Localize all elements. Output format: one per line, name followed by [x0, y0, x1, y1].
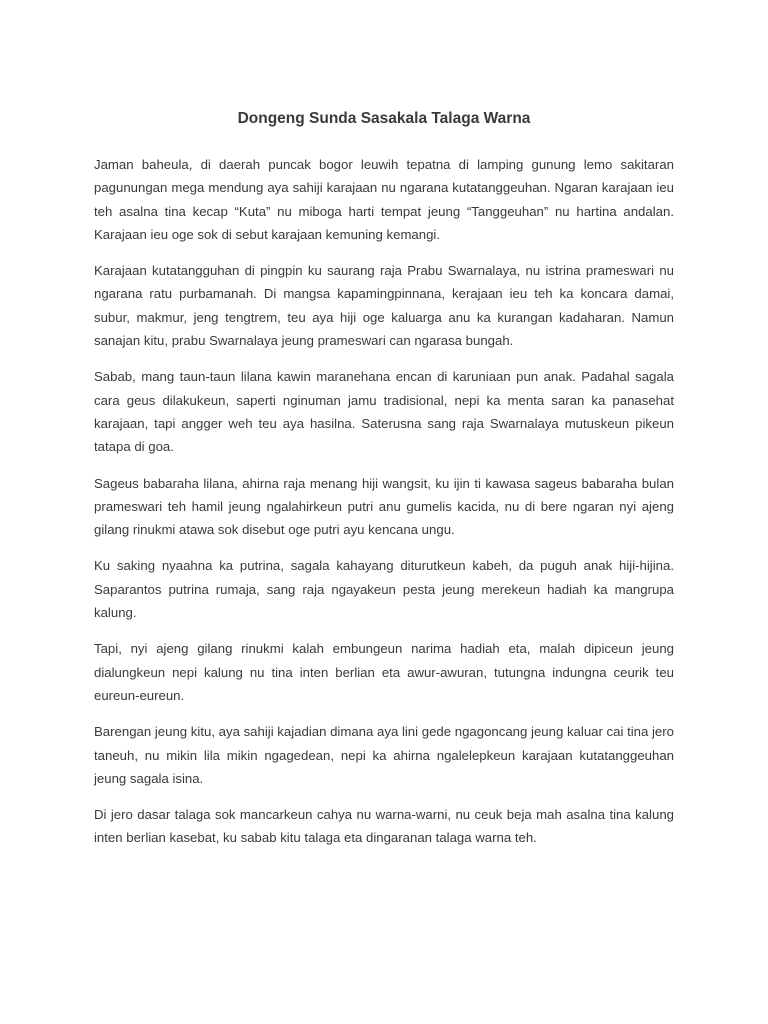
paragraph: Barengan jeung kitu, aya sahiji kajadian dimana aya lini gede ngagoncang jeung kaluar cai tina jero taneuh, nu mikin lila mikin ngagedean, nepi ka ahirna ngalelepkeun karajaan kutatanggeuhan jeung sagala isina. [94, 724, 674, 786]
paragraph: Sageus babaraha lilana, ahirna raja menang hiji wangsit, ku ijin ti kawasa sageus babaraha bulan prameswari teh hamil jeung ngalahirkeun putri anu gumelis kacida, nu di bere ngaran nyi ajeng gilang rinukmi atawa sok disebut oge putri ayu kencana ungu. [94, 475, 674, 538]
paragraph: Sabab, mang taun-taun lilana kawin maranehana encan di karuniaan pun anak. Padahal sagala cara geus dilakukeun, saperti nginuman jamu tradisional, nepi ka menta saran ka panasehat karajaan, tapi angger weh teu aya hasilna. Saterusna sang raja Swarnalaya mutuskeun pikeun tatapa di goa. [94, 369, 674, 455]
paragraph: Karajaan kutatangguhan di pingpin ku saurang raja Prabu Swarnalaya, nu istrina prameswari nu ngarana ratu purbamanah. Di mangsa kapamingpinnana, kerajaan ieu teh ka koncara damai, subur, makmur, jeng tengtrem, teu aya hiji oge kaluarga anu ka kurangan kadaharan. Namun sanajan kitu, prabu Swarnalaya jeung prameswari can ngarasa bungah. [94, 263, 674, 349]
paragraph: Di jero dasar talaga sok mancarkeun cahya nu warna-warni, nu ceuk beja mah asalna tina kalung inten berlian kasebat, ku sabab kitu talaga eta dingaranan talaga warna teh. [94, 807, 674, 846]
paragraph: Jaman baheula, di daerah puncak bogor leuwih tepatna di lamping gunung lemo sakitaran pagunungan mega mendung aya sahiji karajaan nu ngarana kutatanggeuhan. Ngaran karajaan ieu teh asalna tina kecap “Kuta” nu miboga harti tempat jeung “Tanggeuhan” nu hartina andalan. Karajaan ieu oge sok di sebut karajaan kemuning kemangi. [94, 157, 674, 242]
paragraph: Ku saking nyaahna ka putrina, sagala kahayang diturutkeun kabeh, da puguh anak hiji-hijina. Saparantos putrina rumaja, sang raja ngayakeun pesta jeung merekeun hadiah ka mangrupa kalung. [94, 558, 674, 621]
document-title: Dongeng Sunda Sasakala Talaga Warna [237, 110, 531, 127]
paragraph: Tapi, nyi ajeng gilang rinukmi kalah embungeun narima hadiah eta, malah dipiceun jeung dialungkeun nepi kalung nu tina inten berlian eta awur-awuran, tutungna indungna ceurik teu eureun-eureun. [94, 641, 674, 703]
document-body [94, 153, 674, 863]
